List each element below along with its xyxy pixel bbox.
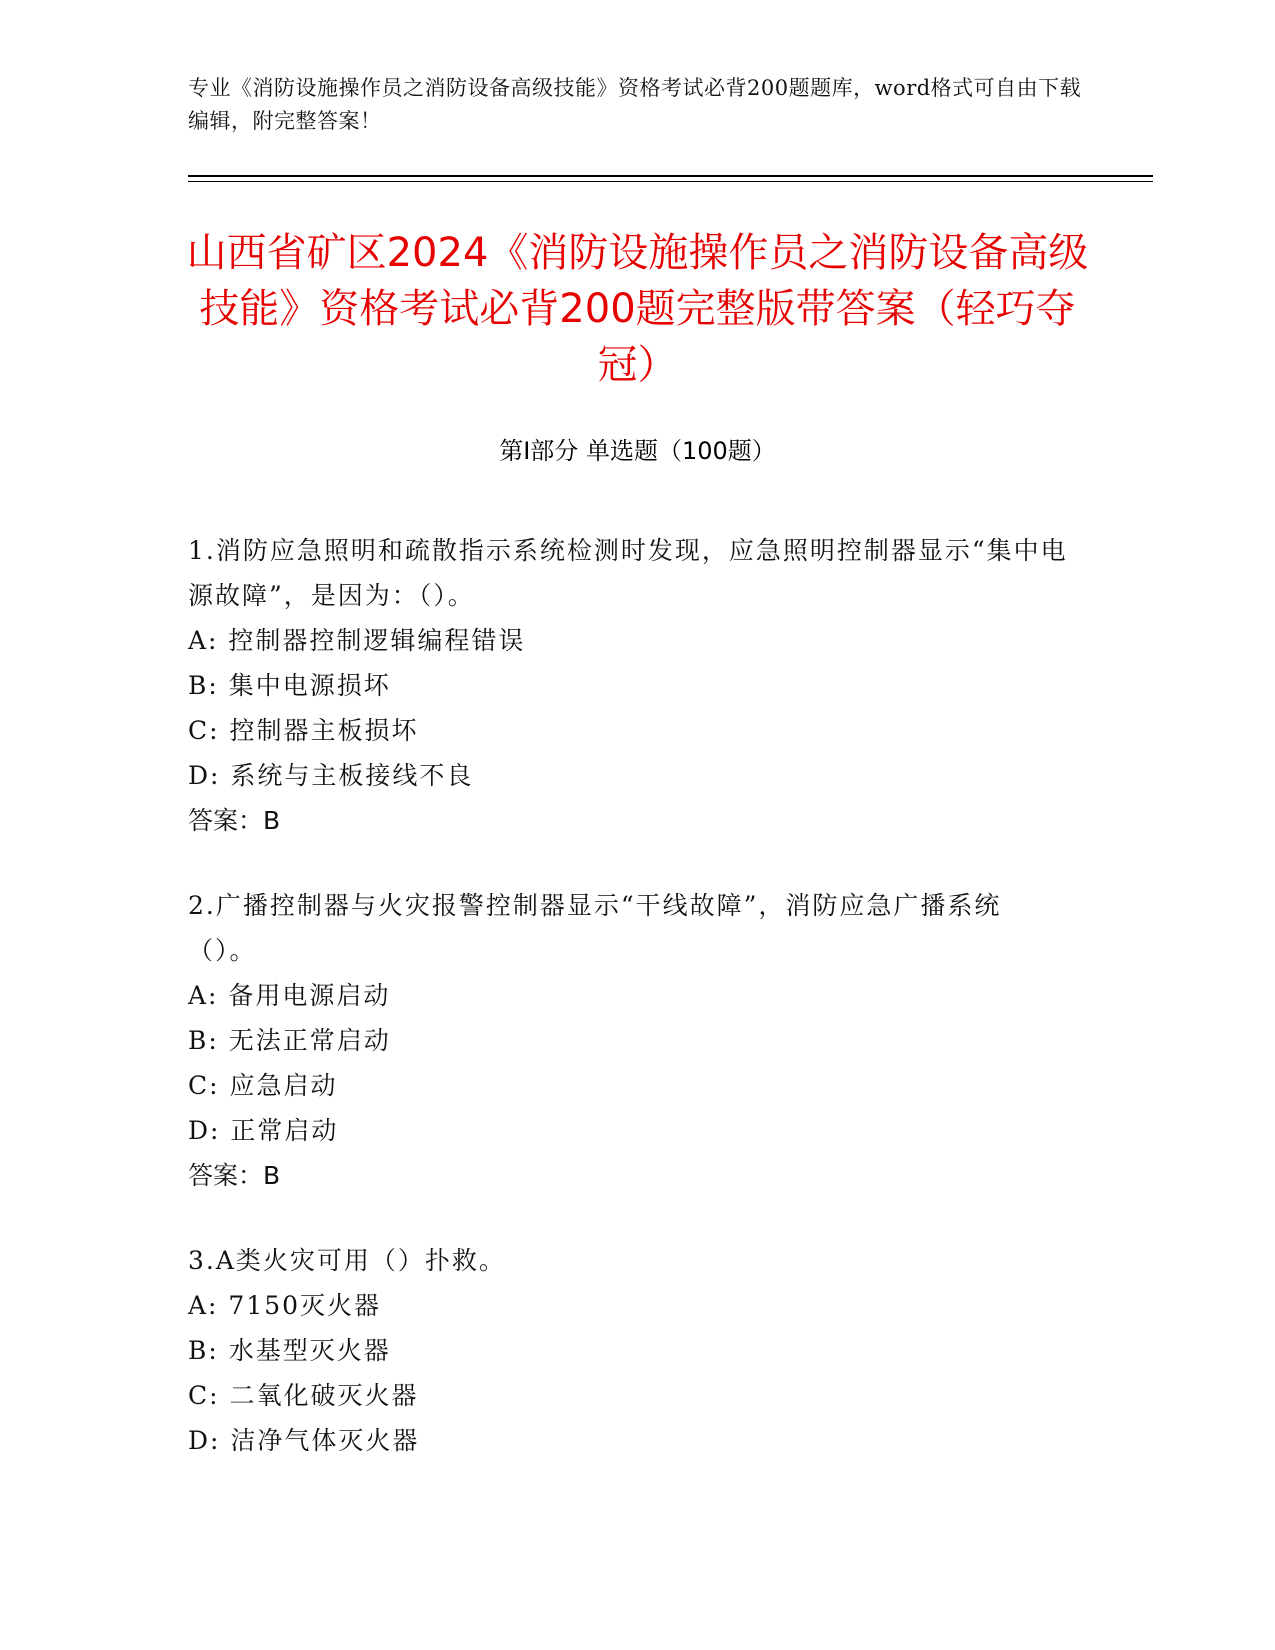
option-c: C: 应急启动 — [188, 1071, 338, 1100]
header-rule-thick — [188, 175, 1153, 177]
question-3 — [188, 1238, 1068, 1463]
header-rule-thin — [188, 181, 1153, 182]
question-list — [188, 528, 1068, 1503]
option-b: B: 水基型灭火器 — [188, 1336, 391, 1365]
option-c: C: 控制器主板损坏 — [188, 716, 419, 745]
question-stem: 3.A类火灾可用（）扑救。 — [188, 1246, 506, 1275]
option-d: D: 洁净气体灭火器 — [188, 1426, 420, 1455]
answer-line: 答案：B — [188, 1161, 281, 1190]
question-stem: 2.广播控制器与火灾报警控制器显示“干线故障”，消防应急广播系统（）。 — [188, 891, 1002, 965]
answer-line: 答案：B — [188, 806, 281, 835]
option-d: D: 系统与主板接线不良 — [188, 761, 474, 790]
option-a: A: 备用电源启动 — [188, 981, 391, 1010]
option-b: B: 无法正常启动 — [188, 1026, 391, 1055]
document-title: 山西省矿区2024《消防设施操作员之消防设备高级技能》资格考试必背200题完整版带答案（轻巧夺冠） — [186, 230, 1089, 388]
option-c: C: 二氧化破灭火器 — [188, 1381, 419, 1410]
question-stem: 1.消防应急照明和疏散指示系统检测时发现，应急照明控制器显示“集中电源故障”，是因为：（）。 — [188, 536, 1068, 610]
question-1 — [188, 528, 1068, 843]
section-heading: 第Ⅰ部分 单选题（100题） — [499, 437, 776, 465]
header-note: 专业《消防设施操作员之消防设备高级技能》资格考试必背200题题库，word格式可自由下载编辑，附完整答案！ — [188, 76, 1082, 133]
option-b: B: 集中电源损坏 — [188, 671, 391, 700]
option-a: A: 7150灭火器 — [188, 1291, 382, 1320]
question-2 — [188, 883, 1068, 1198]
option-d: D: 正常启动 — [188, 1116, 339, 1145]
option-a: A: 控制器控制逻辑编程错误 — [188, 626, 526, 655]
